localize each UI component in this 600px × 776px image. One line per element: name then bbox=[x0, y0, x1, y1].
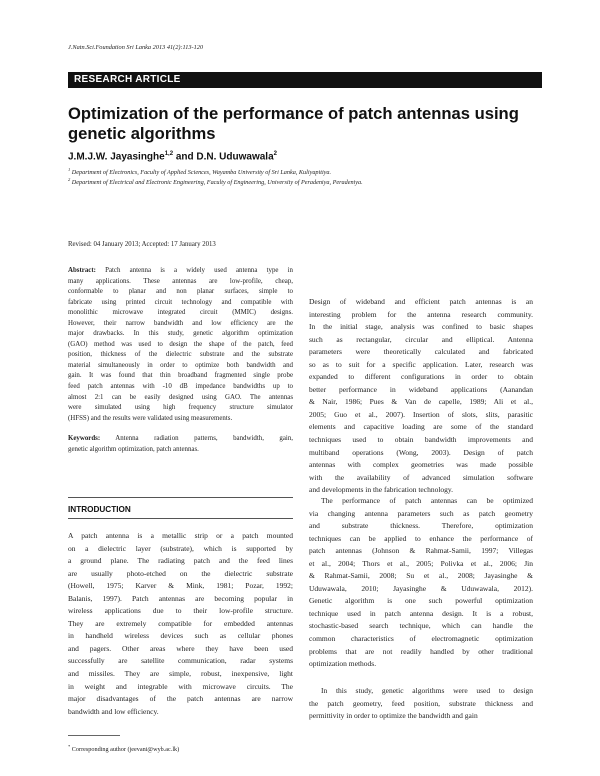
abstract-line: major drawbacks. In this study, genetic algorithm optimization bbox=[68, 330, 293, 338]
intro-line: in handheld wireless devices such as cellular phones bbox=[68, 631, 293, 641]
rp1-line: antennas with complex geometries was made possible bbox=[309, 460, 533, 470]
intro-line: A patch antenna is a metallic strip or a patch mounted bbox=[68, 531, 293, 540]
rp2-line: & Rahmat-Samii, 2008; Su et al., 2008; Jayasinghe & bbox=[309, 571, 533, 581]
rp2-line: The performance of patch antennas can be optimized bbox=[321, 496, 533, 505]
journal-citation: J.Natn.Sci.Foundation Sri Lanka 2013 41(2):113-120 bbox=[68, 44, 204, 51]
abstract-line: conformable to planar and non planar surfaces, simple to bbox=[68, 288, 293, 296]
intro-line: bandwidth and low efficiency. bbox=[68, 706, 159, 716]
affiliation-mark: 1 bbox=[68, 167, 71, 172]
abstract-line: monolithic microwave integrated circuit (MMIC) designs. bbox=[68, 309, 293, 317]
intro-line: Balanis, 1997). Patch antennas are becoming popular in bbox=[68, 593, 293, 603]
rp2-line: patch antennas (Johnson & Rahmat-Samii, 1997; Villegas bbox=[309, 546, 533, 556]
article-title: Optimization of the performance of patch antennas using genetic algorithms bbox=[68, 104, 519, 143]
keywords bbox=[68, 434, 293, 455]
affiliation-1 bbox=[68, 167, 331, 176]
author-2: D.N. Uduwawala bbox=[196, 151, 274, 163]
intro-line: major disadvantages of the patch antennas are narrow bbox=[68, 694, 293, 704]
affiliation-text: Department of Electronics, Faculty of Applied Sciences, Wayamba University of Sri Lanka, Kuliyapitiya. bbox=[71, 169, 332, 177]
abstract-line: (GAO) method was used to design the shape of the patch, feed bbox=[68, 340, 293, 348]
rp2-line: via changing antenna parameters such as patch geometry bbox=[309, 508, 533, 518]
rp2-line: techniques can be applied to enhance the performance of bbox=[309, 533, 533, 543]
abstract-line: many applications. These antennas are low-profile, cheap, bbox=[68, 277, 293, 285]
rp3-line: permittivity in order to optimize the bandwidth and gain bbox=[309, 711, 478, 721]
rp1-line: better performance in wideband applications (Aanandan bbox=[309, 384, 533, 394]
section-rule-top bbox=[68, 497, 293, 498]
keywords-line-0: Keywords: Antenna radiation patterns, bandwidth, gain, bbox=[68, 435, 293, 442]
affiliation-mark: 2 bbox=[68, 177, 71, 182]
rp1-line: such as rectangular, circular and elliptical. Antenna bbox=[309, 334, 533, 344]
rp3-line: the patch geometry, feed position, substrate thickness and bbox=[309, 698, 533, 708]
rp1-line: 2005; Guo et al., 2007). Insertion of slots, slits, parasitic bbox=[309, 409, 533, 419]
intro-line: successfully are satellite communication, radar systems bbox=[68, 656, 293, 666]
section-rule-bottom bbox=[68, 518, 293, 519]
affiliation-2 bbox=[68, 177, 363, 186]
intro-line: are usually photo-etched on the dielectric substrate bbox=[68, 568, 293, 578]
rp2-line: stochastic-based search technique, which can handle the bbox=[309, 621, 533, 631]
abstract-line: However, their narrow bandwidth and low efficiency are the bbox=[68, 319, 293, 327]
footnote bbox=[68, 744, 179, 753]
rp1-line: multiband operations (Wong, 2003). Design of patch bbox=[309, 447, 533, 457]
intro-line: They are extremely compatible for embedded antennas bbox=[68, 618, 293, 628]
abstract-line: gain. It was found that thin broadband fragmented single probe bbox=[68, 372, 293, 380]
abstract-line: material simultaneously in order to optimize both bandwidth and bbox=[68, 361, 293, 369]
intro-line: wireless applications due to their low-profile structure. bbox=[68, 606, 293, 616]
rp1-line: In the initial stage, analysis was confined to basic shapes bbox=[309, 322, 533, 332]
author-line bbox=[68, 151, 277, 162]
rp2-line: technique used in patch antenna design. It is a robust, bbox=[309, 608, 533, 618]
rp2-line: Uduwawala, 2010; Jayasinghe & Uduwawala, 2012). bbox=[309, 583, 533, 593]
author-2-affiliation-mark: 2 bbox=[273, 151, 277, 157]
abstract-line: fabricate using printed circuit technology and compatible with bbox=[68, 298, 293, 306]
abstract bbox=[68, 266, 293, 424]
right-paragraph-1 bbox=[309, 296, 533, 497]
intro-line: on a dielectric layer (substrate), which is supported by bbox=[68, 543, 293, 553]
author-conjunction: and bbox=[173, 151, 197, 163]
rp1-line: Design of wideband and efficient patch antennas is an bbox=[309, 297, 533, 306]
abstract-line: position, thickness of the dielectric substrate and the substrate bbox=[68, 351, 293, 359]
author-1-affiliation-mark: 1,2 bbox=[164, 151, 174, 157]
abstract-line-0: Abstract: Patch antenna is a widely used antenna type in bbox=[68, 267, 293, 274]
rp3-line: In this study, genetic algorithms were used to design bbox=[321, 686, 533, 695]
abstract-line: were simulated using high frequency structure simulator bbox=[68, 404, 293, 412]
abstract-line: feed patch antennas with -10 dB impedance bandwidths up to bbox=[68, 383, 293, 391]
abstract-line: almost 2:1 can be easily designed using GAO. The antennas bbox=[68, 393, 293, 401]
keywords-line: genetic algorithm optimization, patch antennas. bbox=[68, 445, 199, 453]
affiliation-text: Department of Electrical and Electronic Engineering, Faculty of Engineering, University of Peradeniya, Peradeniya. bbox=[71, 179, 363, 187]
intro-line: and missiles. They are simple, robust, inexpensive, light bbox=[68, 669, 293, 679]
keywords-label: Keywords: bbox=[68, 435, 101, 442]
footnote-text: Corresponding author (jeevani@wyb.ac.lk) bbox=[71, 746, 180, 754]
intro-line: in weight and integrable with microwave circuits. The bbox=[68, 681, 293, 691]
rp1-line: expanded to different configurations in order to obtain bbox=[309, 372, 533, 382]
revision-dates: Revised: 04 January 2013; Accepted: 17 January 2013 bbox=[68, 241, 216, 248]
right-paragraph-3 bbox=[309, 685, 533, 723]
rp2-line: common characteristics of electromagnetic optimization bbox=[309, 634, 533, 644]
intro-line: and pagers. Other areas where they have been used bbox=[68, 643, 293, 653]
footnote-mark: * bbox=[68, 744, 71, 749]
rp2-line: problems that are not readily handled by other traditional bbox=[309, 646, 533, 656]
abstract-label: Abstract: bbox=[68, 267, 96, 274]
rp2-line: Genetic algorithm is one such powerful optimization bbox=[309, 596, 533, 606]
rp1-line: interesting problem for the antenna research community. bbox=[309, 309, 533, 319]
rp1-line: with the availability of advanced simulation software bbox=[309, 472, 533, 482]
rp1-line: parameters were theoretically calculated and fabricated bbox=[309, 347, 533, 357]
footnote-rule bbox=[68, 735, 120, 736]
intro-line: (Howell, 1975; Karver & Mink, 1981; Pozar, 1992; bbox=[68, 581, 293, 591]
rp2-line: optimization methods. bbox=[309, 659, 377, 669]
author-1: J.M.J.W. Jayasinghe bbox=[68, 151, 165, 163]
rp1-line: and developments in the fabrication technology. bbox=[309, 485, 454, 495]
abstract-line: (HFSS) and the results were validated using measurements. bbox=[68, 414, 233, 422]
rp2-line: and substrate thickness. Therefore, optimization bbox=[309, 521, 533, 531]
introduction-paragraph bbox=[68, 530, 293, 718]
rp1-line: so as to suit for a specific application. Later, research was bbox=[309, 359, 533, 369]
rp1-line: elements and capacitive loading are some of the standard bbox=[309, 422, 533, 432]
rp1-line: techniques used to obtain bandwidth improvements and bbox=[309, 435, 533, 445]
section-banner: RESEARCH ARTICLE bbox=[68, 72, 542, 88]
intro-line: a ground plane. The radiating patch and the feed lines bbox=[68, 556, 293, 566]
right-paragraph-2 bbox=[309, 495, 533, 671]
rp1-line: & Nair, 1986; Pues & Van de capelle, 1989; Ali et al., bbox=[309, 397, 533, 407]
introduction-heading: INTRODUCTION bbox=[68, 505, 131, 514]
rp2-line: et al., 2004; Thors et al., 2005; Polivka et al., 2006; Jin bbox=[309, 558, 533, 568]
